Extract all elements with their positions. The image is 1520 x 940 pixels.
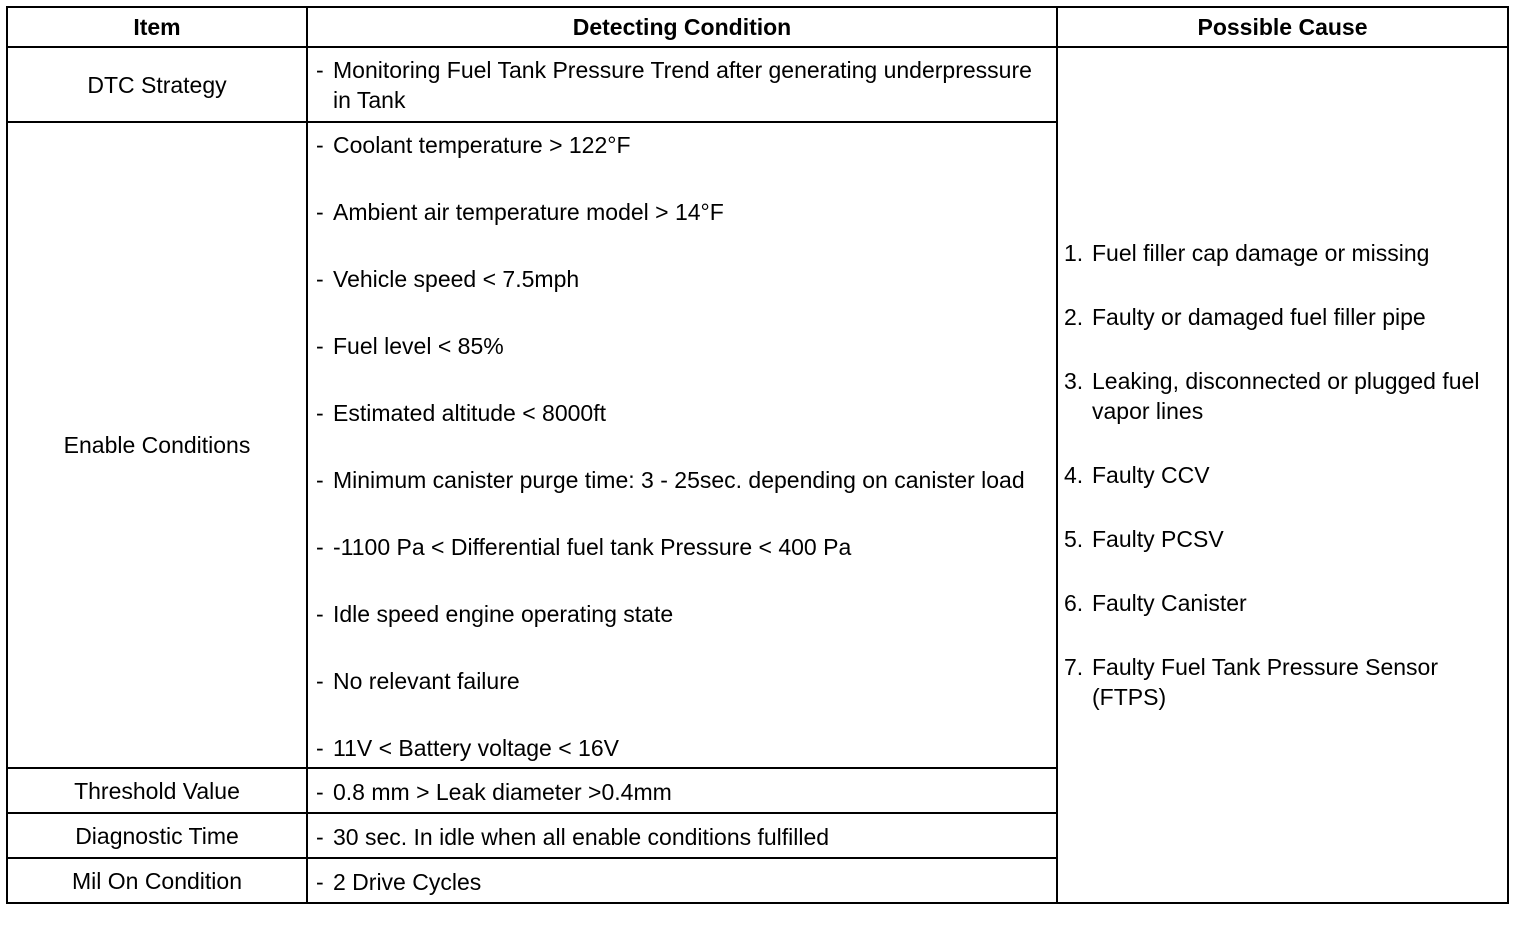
condition-line [316,532,1048,562]
condition-line [316,55,1048,115]
dtc-table [6,6,1509,904]
dash-marker: - [316,735,324,761]
conditions-threshold [307,768,1057,813]
condition-line [316,264,1048,294]
dash-marker: - [316,266,324,292]
cause-item [1064,302,1501,332]
dash-marker: - [316,601,324,627]
cause-number: 1. [1064,240,1084,266]
condition-text: 2 Drive Cycles [333,869,482,895]
cause-text: Faulty PCSV [1092,526,1224,552]
cause-item [1064,460,1501,490]
condition-text: Ambient air temperature model > 14°F [333,199,724,225]
item-enable-conditions: Enable Conditions [7,122,307,768]
condition-text: Estimated altitude < 8000ft [333,400,606,426]
cause-item [1064,524,1501,554]
condition-text: 11V < Battery voltage < 16V [333,735,619,761]
cause-text: Faulty CCV [1092,462,1210,488]
cause-number: 6. [1064,590,1084,616]
cause-text: Fuel filler cap damage or missing [1092,240,1430,266]
cause-text: Faulty Fuel Tank Pressure Sensor (FTPS) [1092,654,1439,710]
dash-marker: - [316,534,324,560]
dash-marker: - [316,824,324,850]
condition-line [316,465,1048,495]
condition-line [316,777,1048,807]
cause-number: 4. [1064,462,1084,488]
cause-number: 7. [1064,654,1084,680]
cause-number: 5. [1064,526,1084,552]
condition-text: -1100 Pa < Differential fuel tank Pressure < 400 Pa [333,534,852,560]
dash-marker: - [316,199,324,225]
condition-line [316,331,1048,361]
dash-marker: - [316,869,324,895]
dash-marker: - [316,467,324,493]
condition-line [316,197,1048,227]
conditions-mil [307,858,1057,903]
condition-text: Coolant temperature > 122°F [333,132,631,158]
cause-item [1064,652,1501,712]
dash-marker: - [316,333,324,359]
condition-line [316,398,1048,428]
item-mil-on-condition: Mil On Condition [7,858,307,903]
item-dtc-strategy: DTC Strategy [7,47,307,122]
condition-text: Monitoring Fuel Tank Pressure Trend after generating underpressure in Tank [333,57,1032,113]
condition-text: Vehicle speed < 7.5mph [333,266,580,292]
dash-marker: - [316,779,324,805]
cause-item [1064,366,1501,426]
header-row [7,7,1508,47]
dash-marker: - [316,668,324,694]
conditions-enable [307,122,1057,768]
cause-text: Faulty or damaged fuel filler pipe [1092,304,1426,330]
cause-item [1064,588,1501,618]
condition-text: Minimum canister purge time: 3 - 25sec. depending on canister load [333,467,1025,493]
possible-cause-list [1064,238,1501,712]
dash-marker: - [316,400,324,426]
condition-text: Fuel level < 85% [333,333,504,359]
condition-line [316,822,1048,852]
item-diagnostic-time: Diagnostic Time [7,813,307,858]
conditions-dtc-strategy [307,47,1057,122]
cause-number: 3. [1064,368,1084,394]
row-dtc-strategy [7,47,1508,122]
condition-line [316,599,1048,629]
possible-cause-cell [1057,47,1508,903]
condition-line [316,130,1048,160]
condition-line [316,733,1048,763]
conditions-diagnostic-time [307,813,1057,858]
cause-text: Leaking, disconnected or plugged fuel vapor lines [1092,368,1480,424]
condition-text: No relevant failure [333,668,520,694]
cause-text: Faulty Canister [1092,590,1247,616]
cause-number: 2. [1064,304,1084,330]
header-detecting-condition: Detecting Condition [307,7,1057,47]
condition-text: 30 sec. In idle when all enable conditions fulfilled [333,824,830,850]
dash-marker: - [316,132,324,158]
condition-text: 0.8 mm > Leak diameter >0.4mm [333,779,672,805]
header-possible-cause: Possible Cause [1057,7,1508,47]
condition-line [316,666,1048,696]
item-threshold-value: Threshold Value [7,768,307,813]
condition-line [316,867,1048,897]
cause-item [1064,238,1501,268]
dash-marker: - [316,57,324,83]
header-item: Item [7,7,307,47]
condition-text: Idle speed engine operating state [333,601,674,627]
